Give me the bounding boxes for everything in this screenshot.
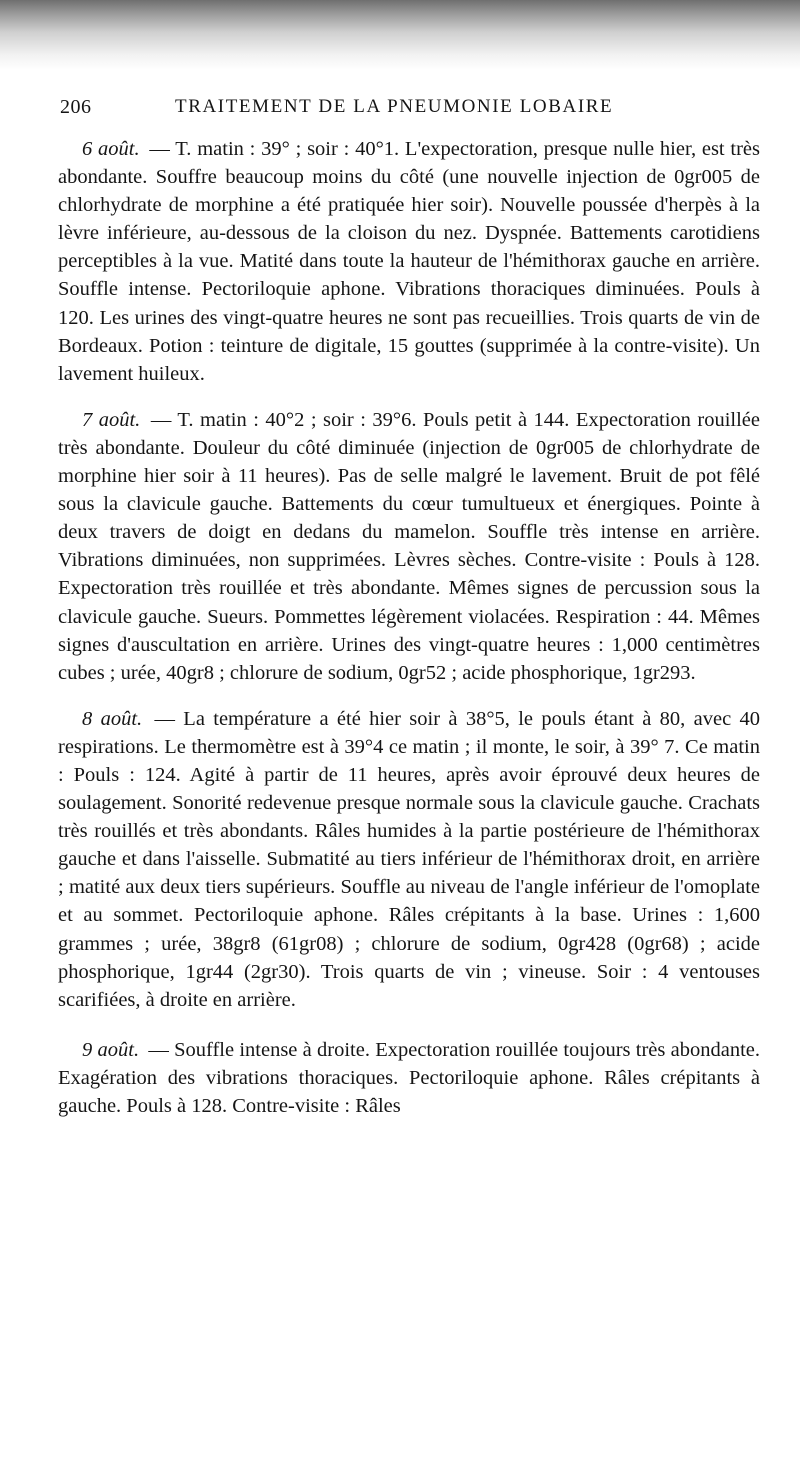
page-header <box>60 96 760 126</box>
entry-date: 6 août. <box>82 138 140 160</box>
page-number: 206 <box>60 96 92 118</box>
entry-6-aout <box>58 135 760 388</box>
entry-date: 7 août. <box>82 408 141 431</box>
entry-text: — T. matin : 40°2 ; soir : 39°6. Pouls petit à 144. Expectoration rouillée très abondante. Douleur du côté diminuée (injection de 0gr005 de chlorhydrate de morphine hier soir à 11 heures). Pas de selle malgré le lavement. Bruit de pot fêlé sous la clavicule gauche. Battements du cœur tumultueux et énergiques. Pointe à deux travers de doigt en dedans du mamelon. Souffle très intense en arrière. Vibrations diminuées, non supprimées. Lèvres sèches. Contre-visite : Pouls à 128. Expectoration très rouillée et très abondante. Mêmes signes de percussion sous la clavicule gauche. Sueurs. Pommettes légèrement violacées. Respiration : 44. Mêmes signes d'auscultation en arrière. Urines des vingt-quatre heures : 1,000 centimètres cubes ; urée, 40gr8 ; chlorure de sodium, 0gr52 ; acide phosphorique, 1gr293. <box>58 408 760 684</box>
entry-text: — La température a été hier soir à 38°5, le pouls étant à 80, avec 40 respirations. Le thermomètre est à 39°4 ce matin ; il monte, le soir, à 39° 7. Ce matin : Pouls : 124. Agité à partir de 11 heures, après avoir éprouvé deux heures de soulagement. Sonorité redevenue presque normale sous la clavicule gauche. Crachats très rouillés et très abondants. Râles humides à la partie postérieure de l'hémithorax gauche et dans l'aisselle. Submatité au tiers inférieur de l'hémithorax droit, en arrière ; matité aux deux tiers supérieurs. Souffle au niveau de l'angle inférieur de l'omoplate et au sommet. Pectoriloquie aphone. Râles crépitants à la base. Urines : 1,600 grammes ; urée, 38gr8 (61gr08) ; chlorure de sodium, 0gr428 (0gr68) ; acide phosphorique, 1gr44 (2gr30). Trois quarts de vin ; vineuse. Soir : 4 ventouses scarifiées, à droite en arrière. <box>58 707 760 1011</box>
entry-9-aout <box>58 1036 760 1120</box>
scan-shadow <box>0 0 800 70</box>
running-title: TRAITEMENT DE LA PNEUMONIE LOBAIRE <box>175 96 614 117</box>
entry-7-aout <box>58 406 760 687</box>
entry-text: — T. matin : 39° ; soir : 40°1. L'expectoration, presque nulle hier, est très abondante. Souffre beaucoup moins du côté (une nouvelle injection de 0gr005 de chlorhydrate de morphine a été pratiquée hier soir). Nouvelle poussée d'herpès à la lèvre inférieure, au-dessous de la cloison du nez. Dyspnée. Battements carotidiens perceptibles à la vue. Matité dans toute la hauteur de l'hémithorax gauche en arrière. Souffle intense. Pectoriloquie aphone. Vibrations thoraciques diminuées. Pouls à 120. Les urines des vingt-quatre heures ne sont pas recueillies. Trois quarts de vin de Bordeaux. Potion : teinture de digitale, 15 gouttes (supprimée à la contre-visite). Un lavement huileux. <box>58 138 760 385</box>
case-notes <box>58 135 760 1140</box>
entry-date: 8 août. <box>82 707 143 730</box>
entry-8-aout <box>58 705 760 1014</box>
entry-text: — Souffle intense à droite. Expectoration rouillée toujours très abondante. Exagération des vibrations thoraciques. Pectoriloquie aphone. Râles crépitants à gauche. Pouls à 128. Contre-visite : Râles <box>58 1038 760 1117</box>
entry-date: 9 août. <box>82 1038 140 1061</box>
